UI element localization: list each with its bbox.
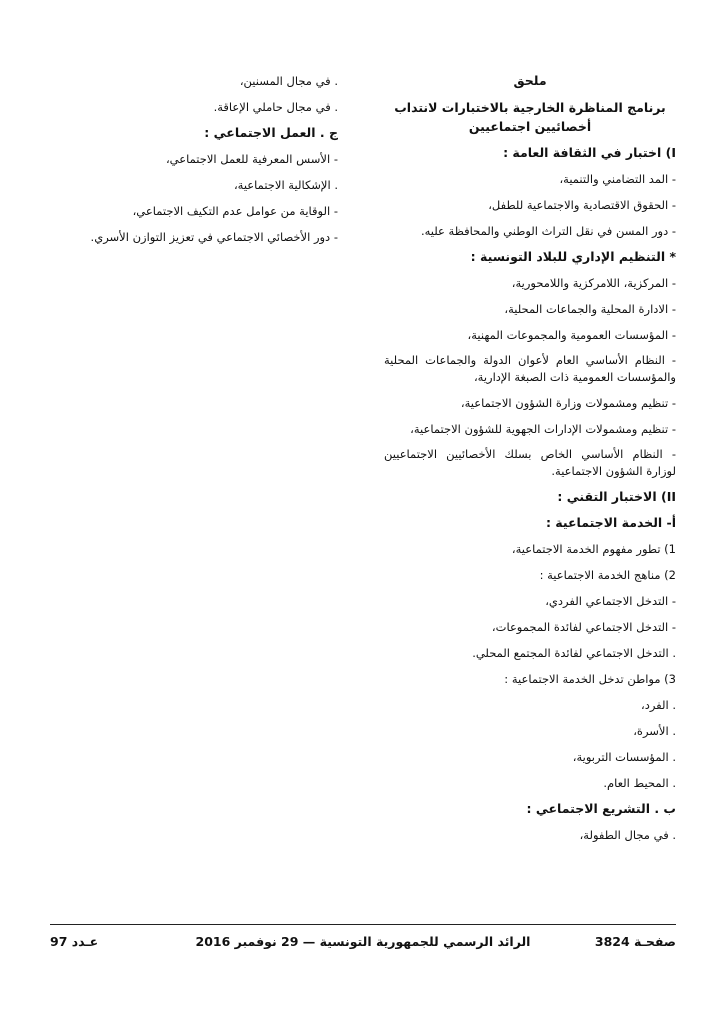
list-item: - دور المسن في نقل التراث الوطني والمحافظة عليه.: [420, 224, 676, 238]
list-item: - النظام الأساسي الخاص بسلك الأخصائيين الاجتماعيين لوزارة الشؤون الاجتماعية.: [384, 447, 676, 478]
list-item: - النظام الأساسي العام لأعوان الدولة والجماعات المحلية والمؤسسات العمومية ذات الصبغة الإدارية،: [384, 353, 676, 384]
list-item: - المؤسسات العمومية والمجموعات المهنية،: [467, 328, 676, 342]
list-item: . في مجال المسنين،: [239, 74, 338, 88]
list-item: - المركزية، اللامركزية واللامحورية،: [511, 276, 676, 290]
list-item: - التدخل الاجتماعي لفائدة المجموعات،: [491, 620, 676, 634]
list-item: . المؤسسات التربوية،: [572, 750, 676, 764]
list-item: - الحقوق الاقتصادية والاجتماعية للطفل،: [488, 198, 676, 212]
list-item: - الأسس المعرفية للعمل الاجتماعي،: [165, 152, 338, 166]
list-item: - تنظيم ومشمولات الإدارات الجهوية للشؤون الاجتماعية،: [410, 422, 676, 436]
list-item: . في مجال الطفولة،: [579, 828, 676, 842]
list-item: . المحيط العام.: [603, 776, 676, 790]
list-item: - تنظيم ومشمولات وزارة الشؤون الاجتماعية،: [460, 396, 676, 410]
list-item: . الإشكالية الاجتماعية،: [233, 178, 338, 192]
list-item: 2) مناهج الخدمة الاجتماعية :: [539, 568, 676, 582]
right-column: [384, 68, 676, 848]
list-item: 1) تطور مفهوم الخدمة الاجتماعية،: [511, 542, 676, 556]
list-item: - المد التضامني والتنمية،: [559, 172, 676, 186]
list-item: - التدخل الاجتماعي الفردي،: [545, 594, 676, 608]
section2-heading: II) الاختبار التقني :: [557, 489, 676, 504]
list-item: . التدخل الاجتماعي لفائدة المجتمع المحلي.: [472, 646, 676, 660]
list-item: . الفرد،: [640, 698, 676, 712]
program-title: برنامج المناظرة الخارجية بالاختبارات لانتداب أخصائيين اجتماعيين: [394, 100, 666, 134]
left-column: [50, 68, 338, 250]
sub-a-heading: أ- الخدمة الاجتماعية :: [545, 515, 676, 530]
list-item: - دور الأخصائي الاجتماعي في تعزيز التوازن الأسري.: [90, 230, 338, 244]
list-item: - الوقاية من عوامل عدم التكيف الاجتماعي،: [132, 204, 338, 218]
admin-heading: * التنظيم الإداري للبلاد التونسية :: [470, 249, 676, 264]
list-item: 3) مواطن تدخل الخدمة الاجتماعية :: [504, 672, 676, 686]
list-item: - الادارة المحلية والجماعات المحلية،: [504, 302, 676, 316]
sub-b-heading: ب . التشريع الاجتماعي :: [526, 801, 676, 816]
list-item: . الأسرة،: [633, 724, 676, 738]
issue-number: عـدد 97: [50, 934, 99, 949]
page-number: صفحـة 3824: [594, 934, 676, 949]
footer-divider: [50, 924, 676, 925]
annex-heading: ملحق: [513, 73, 547, 88]
sub-c-heading: ج . العمل الاجتماعي :: [204, 125, 338, 140]
list-item: . في مجال حاملي الإعاقة.: [213, 100, 338, 114]
section1-heading: I) اختبار في الثقافة العامة :: [503, 145, 676, 160]
page-footer: [50, 934, 676, 954]
journal-title: الرائد الرسمي للجمهورية التونسية — 29 نوفمبر 2016: [195, 934, 531, 949]
